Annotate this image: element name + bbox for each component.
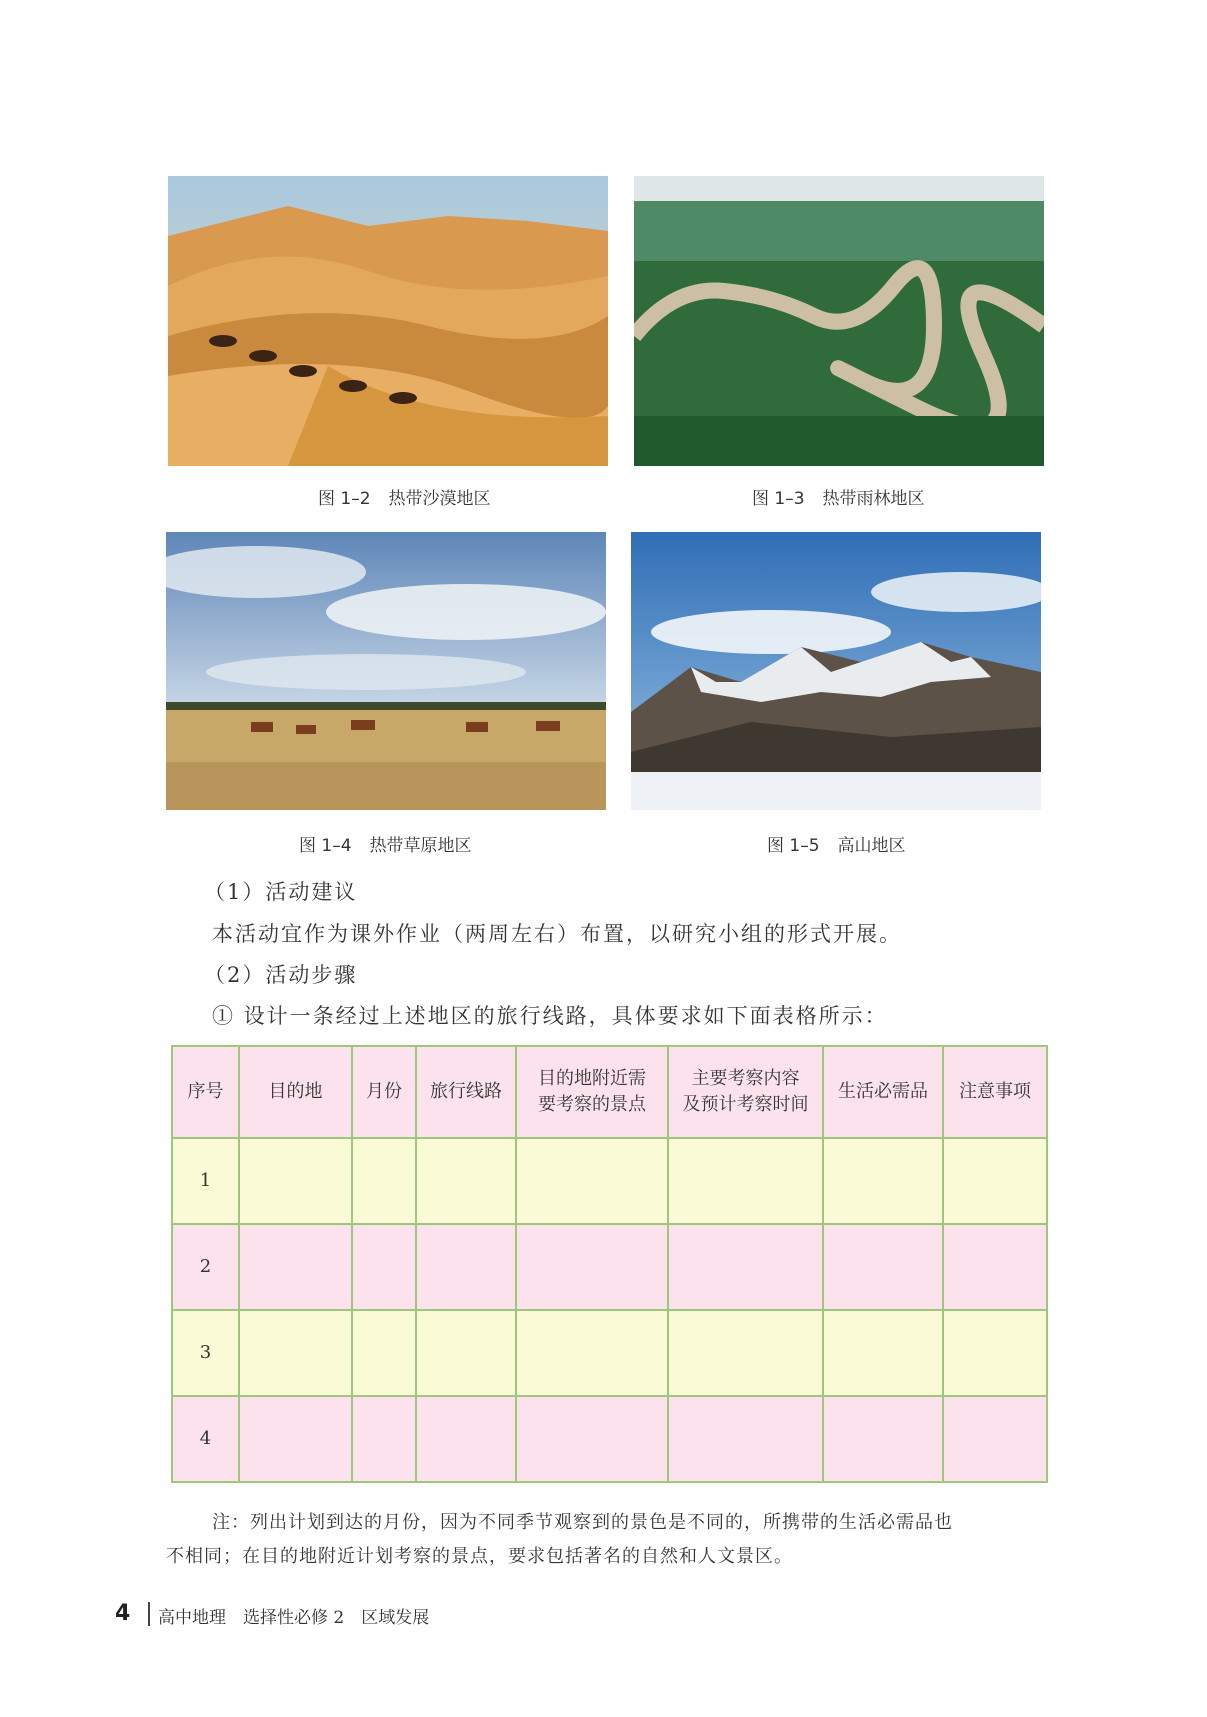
header-line: 目的地附近需 — [538, 1068, 646, 1089]
figure-number: 图 1–4 — [299, 836, 352, 856]
table-cell[interactable] — [668, 1396, 823, 1482]
table-cell[interactable] — [239, 1310, 352, 1396]
row-number: 4 — [172, 1396, 239, 1482]
table-cell[interactable] — [239, 1224, 352, 1310]
table-cell[interactable] — [943, 1310, 1047, 1396]
table-cell[interactable] — [416, 1224, 516, 1310]
table-cell[interactable] — [516, 1396, 668, 1482]
figure-number: 图 1–5 — [767, 836, 820, 856]
header-cell — [668, 1046, 823, 1138]
header-cell: 生活必需品 — [823, 1046, 943, 1138]
figure-caption-rainforest — [752, 484, 925, 509]
header-line: 及预计考察时间 — [682, 1094, 809, 1115]
figure-number: 图 1–2 — [318, 489, 371, 509]
figure-caption-alpine — [767, 831, 906, 856]
rainforest-photo — [634, 176, 1044, 466]
table-cell[interactable] — [352, 1224, 416, 1310]
table-cell[interactable] — [239, 1396, 352, 1482]
table-cell[interactable] — [823, 1224, 943, 1310]
row-number: 1 — [172, 1138, 239, 1224]
page-number: 4 — [115, 1601, 131, 1626]
header-line: 主要考察内容 — [691, 1068, 800, 1089]
header-cell: 旅行线路 — [416, 1046, 516, 1138]
figure-title: 高山地区 — [837, 836, 906, 856]
table-cell[interactable] — [516, 1310, 668, 1396]
savanna-photo — [166, 532, 606, 810]
footer-divider — [148, 1602, 150, 1626]
row-number: 2 — [172, 1224, 239, 1310]
figure-caption-desert — [318, 484, 491, 509]
header-cell — [516, 1046, 668, 1138]
header-cell: 月份 — [352, 1046, 416, 1138]
figure-title: 热带沙漠地区 — [388, 489, 491, 509]
table-cell[interactable] — [823, 1310, 943, 1396]
travel-plan-table — [171, 1045, 1048, 1483]
table-cell[interactable] — [352, 1138, 416, 1224]
figure-caption-savanna — [299, 831, 472, 856]
table-cell[interactable] — [668, 1310, 823, 1396]
table-cell[interactable] — [823, 1396, 943, 1482]
table-header-row — [172, 1046, 1047, 1138]
row-number: 3 — [172, 1310, 239, 1396]
table-cell[interactable] — [352, 1310, 416, 1396]
table-note-line-2: 不相同；在目的地附近计划考察的景点，要求包括著名的自然和人文景区。 — [166, 1546, 793, 1567]
book-title: 高中地理 选择性必修 2 区域发展 — [158, 1608, 430, 1628]
figure-number: 图 1–3 — [752, 489, 805, 509]
alpine-photo — [631, 532, 1041, 810]
table-cell[interactable] — [943, 1224, 1047, 1310]
table-cell[interactable] — [416, 1396, 516, 1482]
header-cell: 序号 — [172, 1046, 239, 1138]
suggestion-text: 本活动宜作为课外作业（两周左右）布置，以研究小组的形式开展。 — [212, 922, 902, 946]
suggestion-heading: （1）活动建议 — [204, 880, 358, 904]
table-cell[interactable] — [239, 1138, 352, 1224]
table-note-line-1: 注：列出计划到达的月份，因为不同季节观察到的景色是不同的，所携带的生活必需品也 — [212, 1512, 953, 1533]
table-cell[interactable] — [352, 1396, 416, 1482]
table-cell[interactable] — [668, 1224, 823, 1310]
header-line: 要考察的景点 — [538, 1094, 646, 1115]
table-cell[interactable] — [516, 1138, 668, 1224]
table-row — [172, 1396, 1047, 1482]
table-cell[interactable] — [416, 1138, 516, 1224]
table-row — [172, 1138, 1047, 1224]
steps-heading: （2）活动步骤 — [204, 963, 358, 987]
figure-title: 热带雨林地区 — [822, 489, 925, 509]
table-cell[interactable] — [516, 1224, 668, 1310]
table-cell[interactable] — [943, 1396, 1047, 1482]
header-cell: 目的地 — [239, 1046, 352, 1138]
step-1-text: ① 设计一条经过上述地区的旅行线路，具体要求如下面表格所示： — [212, 1004, 888, 1028]
table-cell[interactable] — [823, 1138, 943, 1224]
figure-title: 热带草原地区 — [369, 836, 472, 856]
table-cell[interactable] — [943, 1138, 1047, 1224]
desert-photo — [168, 176, 608, 466]
table-row — [172, 1224, 1047, 1310]
table-cell[interactable] — [416, 1310, 516, 1396]
table-row — [172, 1310, 1047, 1396]
header-cell: 注意事项 — [943, 1046, 1047, 1138]
table-cell[interactable] — [668, 1138, 823, 1224]
